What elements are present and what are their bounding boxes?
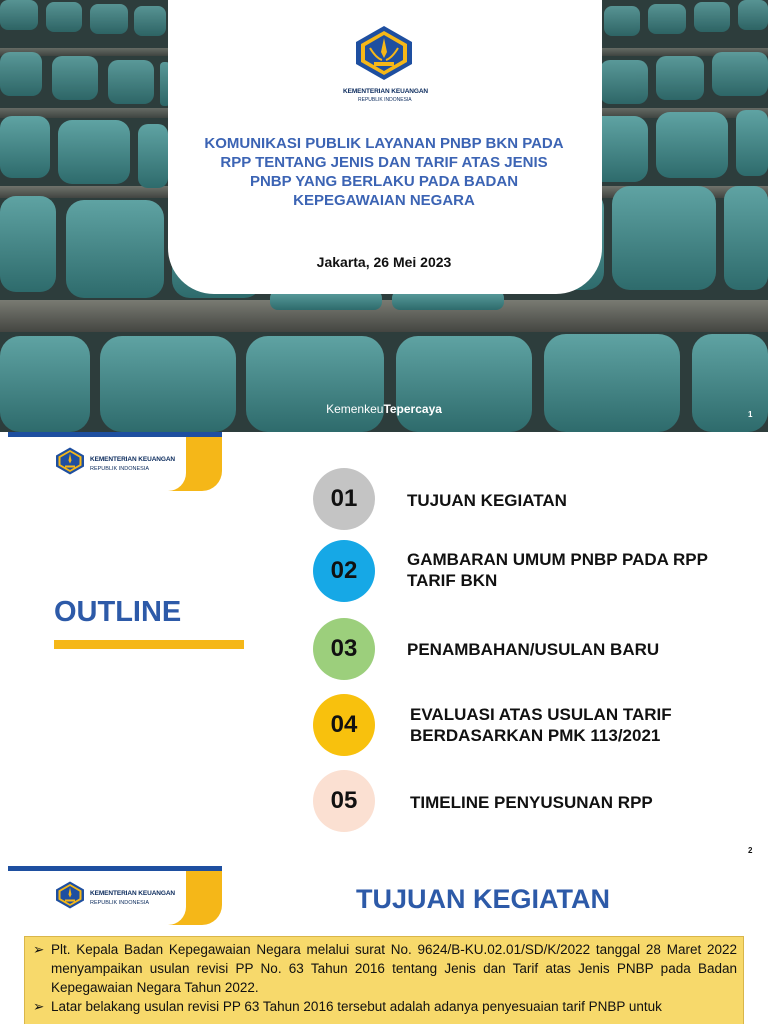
ministry-subtitle: REPUBLIK INDONESIA bbox=[358, 97, 412, 103]
outline-heading: OUTLINE bbox=[54, 596, 182, 628]
cover-date: Jakarta, 26 Mei 2023 bbox=[316, 254, 452, 270]
arrow-bullet-icon: ➢ bbox=[33, 999, 45, 1014]
ministry-name: KEMENTERIAN KEUANGAN bbox=[343, 88, 429, 95]
slide-objectives bbox=[0, 864, 768, 1024]
bullet-text: Latar belakang usulan revisi PP 63 Tahun 2016 tersebut adalah adanya penyesuaian tarif PNBP untuk bbox=[51, 999, 662, 1014]
ministry-name: KEMENTERIAN KEUANGAN bbox=[90, 456, 176, 463]
ministry-subtitle: REPUBLIK INDONESIA bbox=[90, 900, 149, 906]
objectives-heading: TUJUAN KEGIATAN bbox=[356, 884, 610, 914]
outline-number-badge: 02 bbox=[313, 540, 375, 602]
arrow-bullet-icon: ➢ bbox=[33, 942, 45, 957]
outline-number-badge: 03 bbox=[313, 618, 375, 680]
outline-number-badge: 05 bbox=[313, 770, 375, 832]
header-banner bbox=[8, 871, 222, 925]
tagline bbox=[0, 402, 768, 416]
kemenkeu-logo-icon bbox=[352, 24, 416, 82]
kemenkeu-logo-icon bbox=[54, 880, 86, 910]
outline-item-label: PENAMBAHAN/USULAN BARU bbox=[407, 640, 660, 659]
outline-number-badge: 01 bbox=[313, 468, 375, 530]
page-number: 2 bbox=[748, 846, 753, 855]
bullet-item bbox=[33, 997, 737, 1016]
page-number: 1 bbox=[748, 410, 753, 419]
outline-number-badge: 04 bbox=[313, 694, 375, 756]
objectives-bullet-box bbox=[24, 936, 744, 1024]
outline-underline bbox=[54, 640, 244, 649]
cover-title: KOMUNIKASI PUBLIK LAYANAN PNBP BKN PADA RPP TENTANG JENIS DAN TARIF ATAS JENIS PNBP YANG BERLAKU PADA BADAN KEPEGAWAIAN NEGARA bbox=[204, 135, 564, 209]
ministry-name: KEMENTERIAN KEUANGAN bbox=[90, 890, 176, 897]
outline-item-label: GAMBARAN UMUM PNBP PADA RPP TARIF BKN bbox=[407, 550, 708, 590]
header-banner bbox=[8, 437, 222, 491]
tagline-part-a: Kemenkeu bbox=[326, 402, 384, 416]
tagline-part-b: Tepercaya bbox=[383, 402, 442, 416]
outline-item-label: TIMELINE PENYUSUNAN RPP bbox=[410, 793, 653, 812]
slide-cover bbox=[0, 0, 768, 432]
bullet-text: Plt. Kepala Badan Kepegawaian Negara melalui surat No. 9624/B-KU.02.01/SD/K/2022 tanggal 28 Maret 2022 menyampaikan usulan revisi PP No. 63 Tahun 2016 tentang Jenis dan Tarif atas Jenis PNBP pada Badan Kepegawaian Negara Tahun 2022. bbox=[51, 942, 737, 995]
outline-item-label: TUJUAN KEGIATAN bbox=[407, 491, 567, 510]
slide-outline bbox=[0, 432, 768, 864]
bullet-item bbox=[33, 940, 737, 997]
outline-item-label: EVALUASI ATAS USULAN TARIF BERDASARKAN PMK 113/2021 bbox=[410, 705, 672, 745]
ministry-subtitle: REPUBLIK INDONESIA bbox=[90, 466, 149, 472]
kemenkeu-logo-icon bbox=[54, 446, 86, 476]
